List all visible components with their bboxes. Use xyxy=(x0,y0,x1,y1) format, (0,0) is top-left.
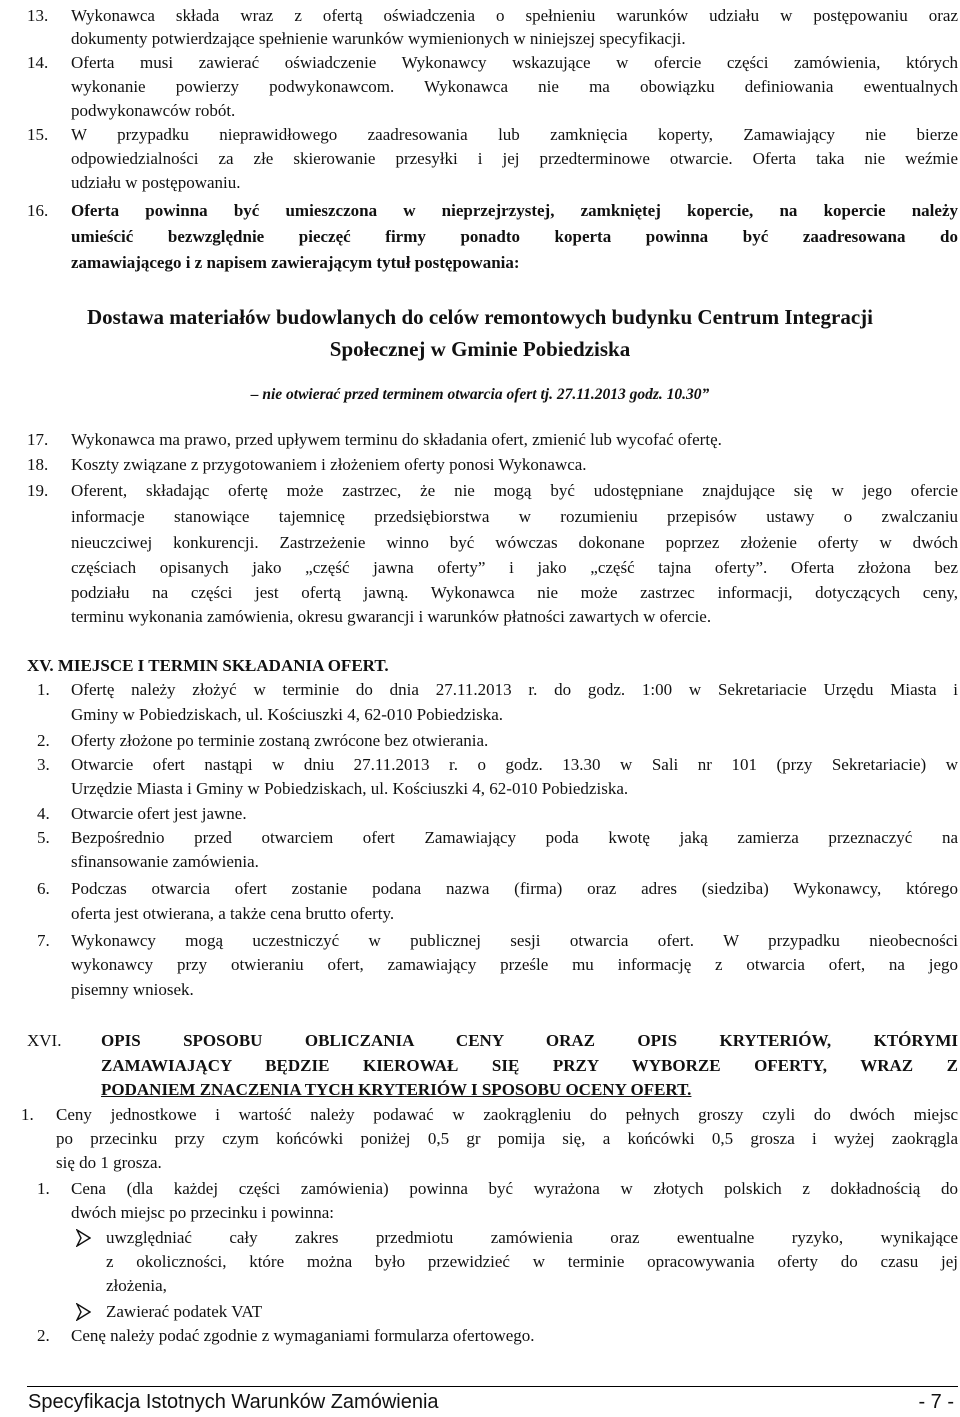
paragraph-line: zamawiającego i z napisem zawierającym tytuł postępowania: xyxy=(71,253,520,272)
paragraph-line: dokumenty potwierdzające spełnienie warunków wymienionych w niniejszej specyfikacji. xyxy=(71,29,686,48)
bullet-line: Zawierać podatek VAT xyxy=(106,1302,263,1321)
bullet-line: uwzględniać cały zakres przedmiotu zamówienia oraz ewentualne ryzyko, wynikające xyxy=(106,1228,958,1247)
item-number: 18. xyxy=(27,455,49,474)
paragraph-line: sfinansowanie zamówienia. xyxy=(71,852,259,871)
item-number: 19. xyxy=(27,481,49,500)
paragraph-line: wykonawcy przy otwieraniu ofert, zamawiający prześle mu informację z otwarcia ofert, na jego xyxy=(71,955,958,974)
item-number: 15. xyxy=(27,125,49,144)
paragraph-line: udziału w postępowaniu. xyxy=(71,173,241,192)
paragraph-line: Bezpośrednio przed otwarciem ofert Zamawiający poda kwotę jaką zamierza przeznaczyć na xyxy=(71,828,958,847)
paragraph-line: dwóch miejsc po przecinku i powinna: xyxy=(71,1203,334,1222)
item-number: 13. xyxy=(27,6,49,25)
paragraph-line: terminu wykonania zamówienia, okresu gwarancji i warunków płatności zawartych w ofercie. xyxy=(71,607,712,626)
item-number: 5. xyxy=(37,828,50,847)
envelope-title-line: Dostawa materiałów budowlanych do celów remontowych budynku Centrum Integracji xyxy=(87,305,873,329)
page-number: - 7 - xyxy=(918,1391,954,1413)
paragraph-line: Ceny jednostkowe i wartość należy podawać w zaokrągleniu do pełnych groszy czyli do dwóch miejsc xyxy=(56,1105,958,1124)
paragraph-line: Cenę należy podać zgodnie z wymaganiami formularza ofertowego. xyxy=(71,1326,535,1345)
paragraph-line: Wykonawca ma prawo, przed upływem terminu do składania ofert, zmienić lub wycofać ofertę. xyxy=(71,430,722,449)
envelope-note: – nie otwierać przed terminem otwarcia ofert tj. 27.11.2013 godz. 10.30” xyxy=(250,386,710,403)
item-number: 16. xyxy=(27,201,49,220)
paragraph-line: pisemny wniosek. xyxy=(71,980,194,999)
paragraph-line: podwykonawców robót. xyxy=(71,101,236,120)
paragraph-line: Oferta powinna być umieszczona w nieprzejrzystej, zamkniętej kopercie, na kopercie należy xyxy=(71,201,958,220)
item-number: 14. xyxy=(27,53,49,72)
section-number: XVI. xyxy=(27,1031,62,1050)
arrow-bullet-icon xyxy=(76,1303,91,1321)
paragraph-line: Oferta musi zawierać oświadczenie Wykonawcy wskazujące w ofercie części zamówienia, których xyxy=(71,53,958,72)
paragraph-line: Otwarcie ofert nastąpi w dniu 27.11.2013 r. o godz. 13.30 w Sali nr 101 (przy Sekretariacie) w xyxy=(71,755,958,774)
paragraph-line: oferta jest otwierana, a także cena brutto oferty. xyxy=(71,904,395,923)
section-heading: XV. MIEJSCE I TERMIN SKŁADANIA OFERT. xyxy=(27,656,389,675)
paragraph-line: Urzędzie Miasta i Gminy w Pobiedziskach, ul. Kościuszki 4, 62-010 Pobiedziska. xyxy=(71,779,629,798)
paragraph-line: W przypadku nieprawidłowego zaadresowania lub zamknięcia koperty, Zamawiający nie bierze xyxy=(71,125,958,144)
paragraph-line: Otwarcie ofert jest jawne. xyxy=(71,804,247,823)
envelope-title-line: Społecznej w Gminie Pobiedziska xyxy=(329,337,631,361)
section-heading-line: ZAMAWIAJĄCY BĘDZIE KIEROWAŁ SIĘ PRZY WYBORZE OFERTY, WRAZ Z xyxy=(101,1056,958,1075)
paragraph-line: Wykonawca składa wraz z ofertą oświadczenia o spełnieniu warunków udziału w postępowaniu oraz xyxy=(71,6,958,25)
paragraph-line: odpowiedzialności za złe skierowanie przesyłki i jej przedterminowe otwarcie. Oferta taka nie weźmie xyxy=(71,149,958,168)
paragraph-line: informacje stanowiące tajemnicę przedsiębiorstwa w rozumieniu przepisów ustawy o zwalczaniu xyxy=(71,507,958,526)
item-number: 6. xyxy=(37,879,50,898)
paragraph-line: Cena (dla każdej części zamówienia) powinna być wyrażona w złotych polskich z dokładnością do xyxy=(71,1179,958,1198)
bullet-line: złożenia, xyxy=(106,1276,167,1295)
item-number: 1. xyxy=(37,680,50,699)
paragraph-line: Oferent, składając ofertę może zastrzec, że nie mogą być udostępniane znajdujące się w jego ofercie xyxy=(71,481,958,500)
paragraph-line: Oferty złożone po terminie zostaną zwrócone bez otwierania. xyxy=(71,731,489,750)
section-heading-line: PODANIEM ZNACZENIA TYCH KRYTERIÓW I SPOSOBU OCENY OFERT. xyxy=(101,1080,692,1099)
paragraph-line: wykonanie powierzy podwykonawcom. Wykonawca nie ma obowiązku definiowania ewentualnych xyxy=(71,77,958,96)
item-number: 2. xyxy=(37,1326,50,1345)
paragraph-line: po przecinku przy czym końcówki poniżej 0,5 gr pomija się, a końcówki 0,5 grosza i wyżej zaokrągla xyxy=(56,1129,958,1148)
footer-title: Specyfikacja Istotnych Warunków Zamówienia xyxy=(28,1391,439,1413)
item-number: 7. xyxy=(37,931,50,950)
paragraph-line: częściach opisanych jako „część jawna oferty” i jako „część tajna oferty”. Oferta złożona bez xyxy=(71,558,958,577)
footer-rule xyxy=(27,1386,958,1387)
item-number: 1. xyxy=(37,1179,50,1198)
paragraph-line: Podczas otwarcia ofert zostanie podana nazwa (firma) oraz adres (siedziba) Wykonawcy, którego xyxy=(71,879,958,898)
paragraph-line: Gminy w Pobiedziskach, ul. Kościuszki 4, 62-010 Pobiedziska. xyxy=(71,705,504,724)
item-number: 17. xyxy=(27,430,49,449)
bullet-line: z okoliczności, które można było przewidzieć w terminie opracowywania oferty do czasu jej xyxy=(106,1252,958,1271)
item-number: 1. xyxy=(21,1105,34,1124)
item-number: 2. xyxy=(37,731,50,750)
paragraph-line: się do 1 grosza. xyxy=(56,1153,162,1172)
paragraph-line: umieścić bezwzględnie pieczęć firmy ponadto koperta powinna być zaadresowana do xyxy=(71,227,958,246)
section-heading-line: OPIS SPOSOBU OBLICZANIA CENY ORAZ OPIS KRYTERIÓW, KTÓRYMI xyxy=(101,1031,958,1050)
item-number: 3. xyxy=(37,755,50,774)
paragraph-line: nieuczciwej konkurencji. Zastrzeżenie winno być wówczas dokonane poprzez złożenie oferty w dwóch xyxy=(71,533,958,552)
paragraph-line: Wykonawcy mogą uczestniczyć w publicznej sesji otwarcia ofert. W przypadku nieobecności xyxy=(71,931,958,950)
paragraph-line: Koszty związane z przygotowaniem i złożeniem oferty ponosi Wykonawca. xyxy=(71,455,587,474)
item-number: 4. xyxy=(37,804,50,823)
arrow-bullet-icon xyxy=(76,1229,91,1247)
paragraph-line: podziału na części jest ofertą jawną. Wykonawca nie może zastrzec informacji, dotyczących ceny, xyxy=(71,583,958,602)
paragraph-line: Ofertę należy złożyć w terminie do dnia 27.11.2013 r. do godz. 1:00 w Sekretariacie Urzędu Miasta i xyxy=(71,680,958,699)
